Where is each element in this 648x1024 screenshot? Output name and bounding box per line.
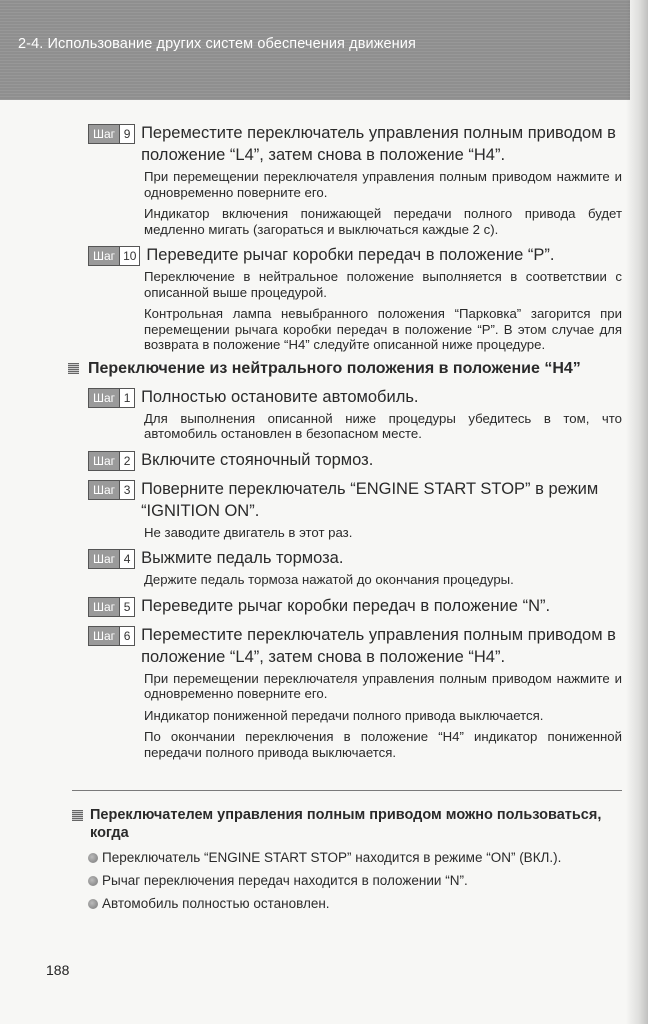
step-head <box>88 547 622 569</box>
step-badge <box>88 549 135 569</box>
bullet-globe-icon <box>88 899 98 909</box>
step-body <box>144 169 622 237</box>
header-title: 2-4. Использование других систем обеспечения движения <box>18 36 416 52</box>
step-5 <box>88 595 622 617</box>
page-edge-shadow <box>626 0 648 1024</box>
step-badge-number: 10 <box>119 247 139 265</box>
note-title: Переключателем управления полным приводом можно пользоваться, когда <box>90 807 602 841</box>
step-badge-word: Шаг <box>89 627 119 645</box>
step-badge-number: 4 <box>119 550 134 568</box>
step-paragraph: Для выполнения описанной ниже процедуры убедитесь в том, что автомобиль остановлен в безопасном месте. <box>144 410 622 441</box>
page-header <box>0 0 630 100</box>
step-3 <box>88 478 622 541</box>
note-item <box>72 896 624 911</box>
step-badge <box>88 480 135 500</box>
divider <box>72 790 622 791</box>
step-head <box>88 122 622 166</box>
step-badge <box>88 124 135 144</box>
step-head <box>88 595 622 617</box>
step-body <box>144 525 622 541</box>
section-square-icon <box>68 363 79 374</box>
steps-group-1 <box>88 122 622 353</box>
note-item <box>72 850 624 865</box>
step-badge <box>88 246 140 266</box>
step-badge-word: Шаг <box>89 125 119 143</box>
page-number: 188 <box>46 962 70 978</box>
step-badge-word: Шаг <box>89 247 119 265</box>
step-title: Включите стояночный тормоз. <box>141 450 374 469</box>
step-paragraph: Контрольная лампа невыбранного положения “Парковка” загорится при перемещении рычага коробки передач в положение “P”. В этом случае для возврата в положение “H4” следуйте описанной ниже процедуре. <box>144 306 622 352</box>
step-paragraph: При перемещении переключателя управления полным приводом нажмите и одновременно поверните его. <box>144 169 622 200</box>
step-head <box>88 244 622 266</box>
step-1 <box>88 386 622 442</box>
step-badge-word: Шаг <box>89 481 119 499</box>
note-square-icon <box>72 810 83 821</box>
step-head <box>88 386 622 408</box>
note-item <box>72 873 624 888</box>
note-item-text: Переключатель “ENGINE START STOP” находится в режиме “ON” (ВКЛ.). <box>102 850 562 865</box>
step-badge-number: 3 <box>119 481 134 499</box>
step-paragraph: Переключение в нейтральное положение выполняется в соответствии с описанной выше процедурой. <box>144 269 622 300</box>
note-heading <box>72 806 624 842</box>
step-badge-number: 2 <box>119 452 134 470</box>
step-title: Выжмите педаль тормоза. <box>141 549 344 567</box>
step-2 <box>88 449 622 471</box>
step-paragraph: Индикатор включения понижающей передачи полного привода будет медленно мигать (загораться и выключаться каждые 2 с). <box>144 206 622 237</box>
step-10 <box>88 244 622 353</box>
step-title: Полностью остановите автомобиль. <box>141 387 419 406</box>
step-badge-word: Шаг <box>89 389 119 407</box>
step-title: Переместите переключатель управления полным приводом в положение “L4”, затем снова в положение “H4”. <box>141 625 616 666</box>
steps-group-2 <box>88 386 622 761</box>
step-body <box>144 411 622 442</box>
step-badge-number: 5 <box>119 598 134 616</box>
step-head <box>88 478 622 522</box>
bullet-globe-icon <box>88 876 98 886</box>
step-badge <box>88 597 135 617</box>
step-9 <box>88 122 622 237</box>
step-paragraph: По окончании переключения в положение “H4” индикатор пониженной передачи полного привода выключается. <box>144 729 622 760</box>
note-item-text: Рычаг переключения передач находится в положении “N”. <box>102 873 468 888</box>
step-title: Переведите рычаг коробки передач в положение “P”. <box>146 246 555 264</box>
step-badge <box>88 626 135 646</box>
step-badge-number: 6 <box>119 627 134 645</box>
step-badge-word: Шаг <box>89 550 119 568</box>
section-title: Переключение из нейтрального положения в положение “H4” <box>88 359 581 377</box>
step-6 <box>88 624 622 761</box>
step-badge <box>88 388 135 408</box>
step-paragraph: Держите педаль тормоза нажатой до окончания процедуры. <box>144 572 514 587</box>
step-body <box>144 269 622 353</box>
step-4 <box>88 547 622 588</box>
step-badge-word: Шаг <box>89 598 119 616</box>
instructions-content <box>88 122 622 767</box>
bullet-globe-icon <box>88 853 98 863</box>
step-badge-word: Шаг <box>89 452 119 470</box>
step-title: Переведите рычаг коробки передач в положение “N”. <box>141 596 551 615</box>
step-paragraph: При перемещении переключателя управления полным приводом нажмите и одновременно поверните его. <box>144 670 622 701</box>
step-head <box>88 449 622 471</box>
step-title: Поверните переключатель “ENGINE START STOP” в режим “IGNITION ON”. <box>141 479 599 520</box>
step-badge <box>88 451 135 471</box>
step-paragraph: Индикатор пониженной передачи полного привода выключается. <box>144 707 544 723</box>
step-body <box>144 671 622 761</box>
step-badge-number: 9 <box>119 125 134 143</box>
step-head <box>88 624 622 668</box>
step-title: Переместите переключатель управления полным приводом в положение “L4”, затем снова в положение “H4”. <box>141 124 616 164</box>
section-heading <box>68 360 622 378</box>
note-item-text: Автомобиль полностью остановлен. <box>102 896 330 911</box>
step-body <box>144 572 622 588</box>
step-badge-number: 1 <box>119 389 134 407</box>
step-paragraph: Не заводите двигатель в этот раз. <box>144 524 353 540</box>
note-box <box>72 806 624 911</box>
